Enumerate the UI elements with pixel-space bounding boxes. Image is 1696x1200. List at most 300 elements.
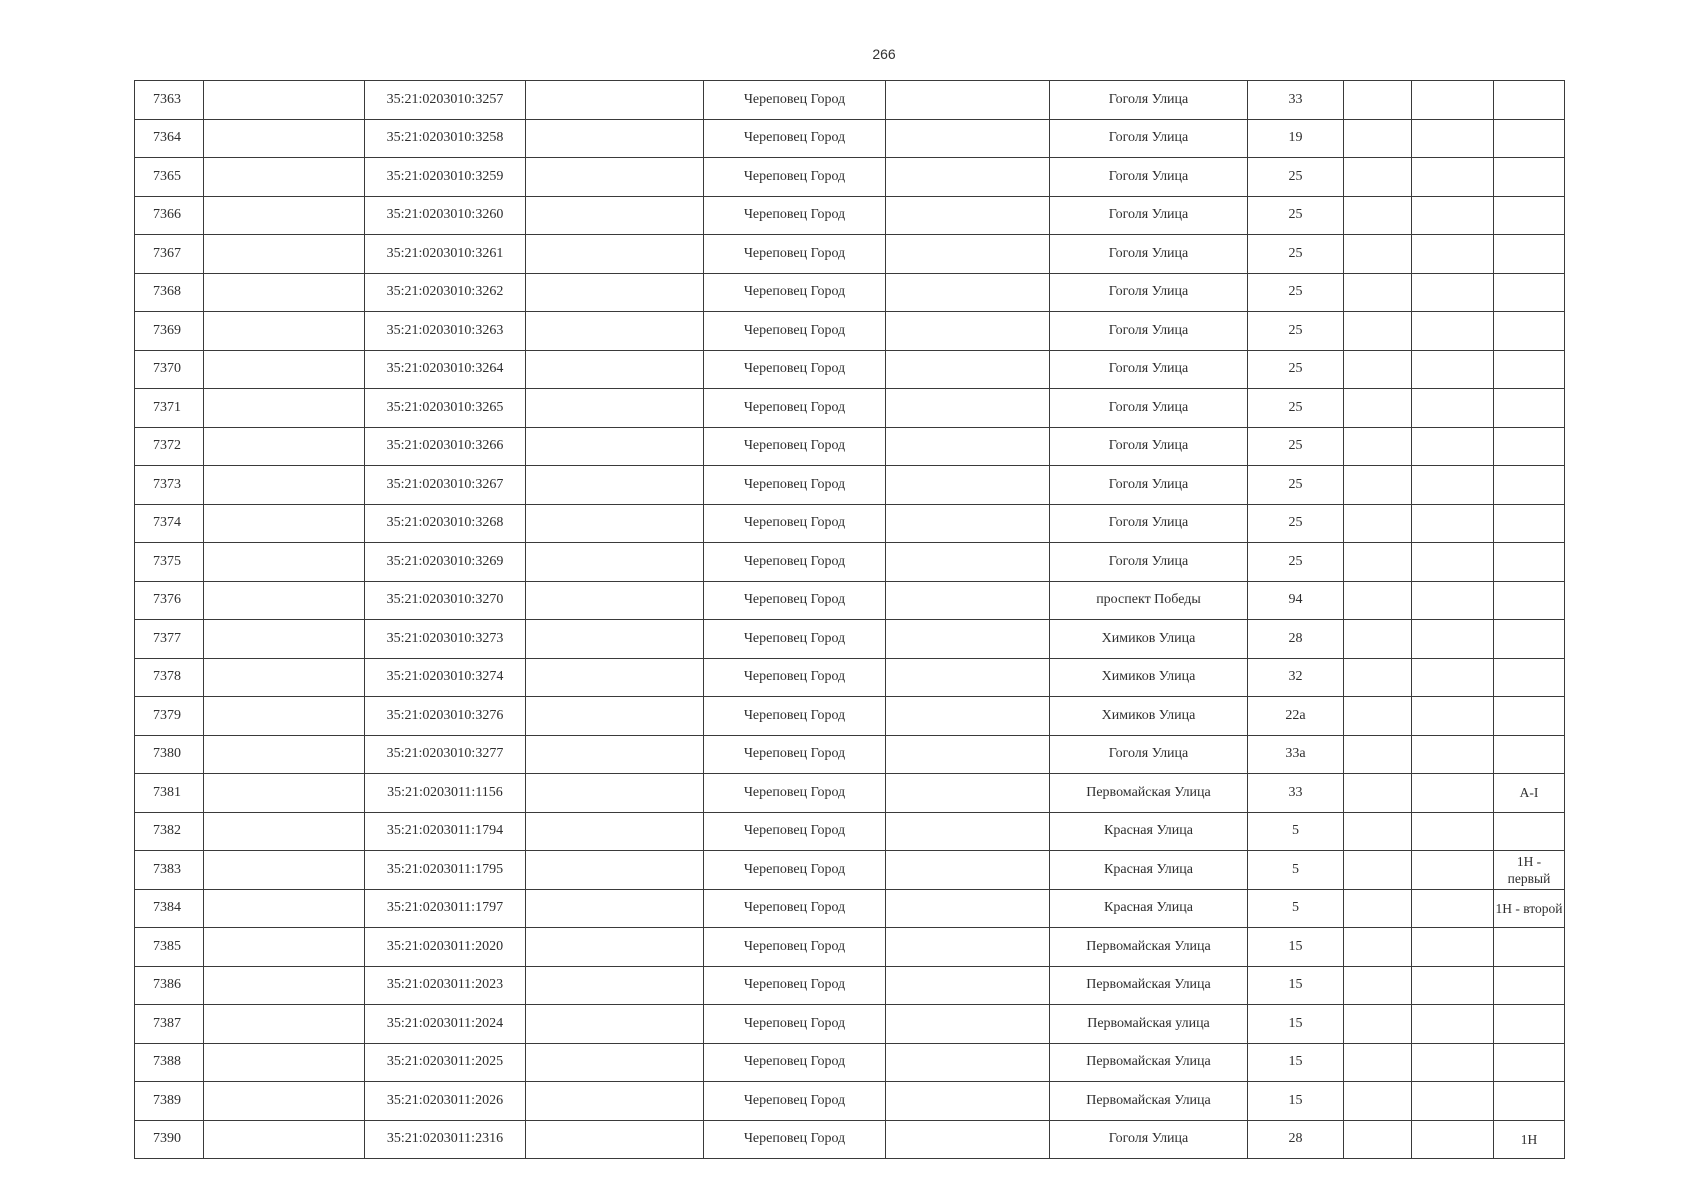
empty-cell	[1344, 158, 1412, 197]
empty-cell	[526, 350, 704, 389]
empty-cell	[526, 389, 704, 428]
city-name: Череповец Город	[704, 774, 886, 813]
cadastral-number: 35:21:0203010:3261	[365, 235, 526, 274]
empty-cell	[886, 273, 1050, 312]
city-name: Череповец Город	[704, 427, 886, 466]
empty-cell	[204, 812, 365, 851]
street-name: Первомайская Улица	[1050, 774, 1248, 813]
cadastral-number: 35:21:0203010:3269	[365, 543, 526, 582]
empty-cell	[1344, 466, 1412, 505]
house-number: 25	[1248, 273, 1344, 312]
empty-cell	[1412, 889, 1494, 928]
row-number: 7376	[135, 581, 204, 620]
empty-cell	[886, 697, 1050, 736]
street-name: Первомайская Улица	[1050, 1082, 1248, 1121]
premises-note	[1494, 620, 1565, 659]
premises-note	[1494, 812, 1565, 851]
empty-cell	[886, 774, 1050, 813]
table-row	[135, 581, 1565, 620]
cadastral-number: 35:21:0203011:1156	[365, 774, 526, 813]
house-number: 28	[1248, 620, 1344, 659]
empty-cell	[886, 928, 1050, 967]
empty-cell	[204, 158, 365, 197]
cadastral-number: 35:21:0203010:3268	[365, 504, 526, 543]
empty-cell	[1344, 581, 1412, 620]
row-number: 7379	[135, 697, 204, 736]
row-number: 7372	[135, 427, 204, 466]
empty-cell	[1412, 812, 1494, 851]
cadastral-number: 35:21:0203010:3267	[365, 466, 526, 505]
empty-cell	[1412, 504, 1494, 543]
empty-cell	[204, 81, 365, 120]
empty-cell	[1412, 81, 1494, 120]
street-name: Химиков Улица	[1050, 620, 1248, 659]
cadastral-number: 35:21:0203010:3259	[365, 158, 526, 197]
empty-cell	[886, 966, 1050, 1005]
empty-cell	[886, 466, 1050, 505]
empty-cell	[526, 427, 704, 466]
row-number: 7385	[135, 928, 204, 967]
cadastral-number: 35:21:0203010:3260	[365, 196, 526, 235]
empty-cell	[526, 466, 704, 505]
empty-cell	[526, 697, 704, 736]
table-row	[135, 1082, 1565, 1121]
table-row	[135, 658, 1565, 697]
premises-note	[1494, 1005, 1565, 1044]
row-number: 7389	[135, 1082, 204, 1121]
premises-note	[1494, 312, 1565, 351]
empty-cell	[1344, 389, 1412, 428]
cadastral-number: 35:21:0203011:2023	[365, 966, 526, 1005]
city-name: Череповец Город	[704, 658, 886, 697]
table-row	[135, 851, 1565, 890]
house-number: 33а	[1248, 735, 1344, 774]
empty-cell	[886, 812, 1050, 851]
premises-note	[1494, 1043, 1565, 1082]
street-name: Гоголя Улица	[1050, 312, 1248, 351]
empty-cell	[204, 928, 365, 967]
register-table	[134, 80, 1565, 1159]
city-name: Череповец Город	[704, 1043, 886, 1082]
empty-cell	[886, 658, 1050, 697]
empty-cell	[1344, 812, 1412, 851]
empty-cell	[1344, 543, 1412, 582]
street-name: Красная Улица	[1050, 889, 1248, 928]
premises-note	[1494, 658, 1565, 697]
street-name: Гоголя Улица	[1050, 235, 1248, 274]
house-number: 25	[1248, 158, 1344, 197]
table-row	[135, 350, 1565, 389]
premises-note	[1494, 81, 1565, 120]
premises-note	[1494, 735, 1565, 774]
city-name: Череповец Город	[704, 119, 886, 158]
empty-cell	[1412, 851, 1494, 890]
cadastral-number: 35:21:0203011:2025	[365, 1043, 526, 1082]
city-name: Череповец Город	[704, 812, 886, 851]
city-name: Череповец Город	[704, 466, 886, 505]
row-number: 7374	[135, 504, 204, 543]
table-row	[135, 697, 1565, 736]
street-name: Гоголя Улица	[1050, 427, 1248, 466]
empty-cell	[1412, 1120, 1494, 1159]
empty-cell	[886, 389, 1050, 428]
empty-cell	[526, 1005, 704, 1044]
row-number: 7369	[135, 312, 204, 351]
empty-cell	[1344, 1120, 1412, 1159]
empty-cell	[1344, 851, 1412, 890]
house-number: 15	[1248, 966, 1344, 1005]
table-row	[135, 196, 1565, 235]
empty-cell	[204, 735, 365, 774]
premises-note: 1Н - первый	[1494, 851, 1565, 890]
house-number: 25	[1248, 389, 1344, 428]
empty-cell	[1344, 928, 1412, 967]
empty-cell	[886, 735, 1050, 774]
street-name: Химиков Улица	[1050, 658, 1248, 697]
empty-cell	[526, 774, 704, 813]
street-name: Гоголя Улица	[1050, 543, 1248, 582]
house-number: 28	[1248, 1120, 1344, 1159]
empty-cell	[1412, 1043, 1494, 1082]
cadastral-number: 35:21:0203010:3277	[365, 735, 526, 774]
empty-cell	[1344, 504, 1412, 543]
row-number: 7377	[135, 620, 204, 659]
city-name: Череповец Город	[704, 196, 886, 235]
street-name: Гоголя Улица	[1050, 119, 1248, 158]
empty-cell	[886, 581, 1050, 620]
city-name: Череповец Город	[704, 312, 886, 351]
empty-cell	[204, 119, 365, 158]
empty-cell	[886, 1043, 1050, 1082]
cadastral-number: 35:21:0203010:3263	[365, 312, 526, 351]
city-name: Череповец Город	[704, 81, 886, 120]
empty-cell	[526, 81, 704, 120]
empty-cell	[1344, 658, 1412, 697]
row-number: 7367	[135, 235, 204, 274]
premises-note: А-I	[1494, 774, 1565, 813]
empty-cell	[1412, 466, 1494, 505]
cadastral-number: 35:21:0203011:2026	[365, 1082, 526, 1121]
city-name: Череповец Город	[704, 504, 886, 543]
empty-cell	[1412, 389, 1494, 428]
street-name: Гоголя Улица	[1050, 735, 1248, 774]
street-name: Химиков Улица	[1050, 697, 1248, 736]
empty-cell	[1412, 196, 1494, 235]
cadastral-number: 35:21:0203010:3266	[365, 427, 526, 466]
city-name: Череповец Город	[704, 735, 886, 774]
house-number: 15	[1248, 1043, 1344, 1082]
empty-cell	[1412, 697, 1494, 736]
table-row	[135, 543, 1565, 582]
row-number: 7363	[135, 81, 204, 120]
empty-cell	[1344, 312, 1412, 351]
empty-cell	[1412, 1082, 1494, 1121]
house-number: 94	[1248, 581, 1344, 620]
city-name: Череповец Город	[704, 273, 886, 312]
empty-cell	[886, 1005, 1050, 1044]
table-row	[135, 273, 1565, 312]
page-number: 266	[872, 46, 896, 62]
empty-cell	[1344, 1043, 1412, 1082]
empty-cell	[1412, 350, 1494, 389]
row-number: 7366	[135, 196, 204, 235]
empty-cell	[1344, 350, 1412, 389]
empty-cell	[1344, 735, 1412, 774]
house-number: 5	[1248, 889, 1344, 928]
table-row	[135, 812, 1565, 851]
table-row	[135, 235, 1565, 274]
empty-cell	[886, 889, 1050, 928]
street-name: Красная Улица	[1050, 851, 1248, 890]
premises-note	[1494, 928, 1565, 967]
table-row	[135, 1005, 1565, 1044]
table-row	[135, 928, 1565, 967]
empty-cell	[204, 389, 365, 428]
empty-cell	[204, 1082, 365, 1121]
street-name: Гоголя Улица	[1050, 466, 1248, 505]
empty-cell	[1412, 427, 1494, 466]
table-row	[135, 504, 1565, 543]
house-number: 25	[1248, 504, 1344, 543]
premises-note	[1494, 581, 1565, 620]
row-number: 7368	[135, 273, 204, 312]
house-number: 32	[1248, 658, 1344, 697]
house-number: 33	[1248, 81, 1344, 120]
empty-cell	[526, 928, 704, 967]
city-name: Череповец Город	[704, 350, 886, 389]
empty-cell	[204, 196, 365, 235]
house-number: 25	[1248, 543, 1344, 582]
empty-cell	[1412, 543, 1494, 582]
row-number: 7380	[135, 735, 204, 774]
city-name: Череповец Город	[704, 543, 886, 582]
row-number: 7375	[135, 543, 204, 582]
empty-cell	[204, 1120, 365, 1159]
empty-cell	[886, 235, 1050, 274]
row-number: 7384	[135, 889, 204, 928]
empty-cell	[1344, 1005, 1412, 1044]
empty-cell	[526, 889, 704, 928]
empty-cell	[1412, 312, 1494, 351]
empty-cell	[886, 1082, 1050, 1121]
empty-cell	[1344, 697, 1412, 736]
empty-cell	[1412, 273, 1494, 312]
premises-note	[1494, 504, 1565, 543]
empty-cell	[886, 81, 1050, 120]
cadastral-number: 35:21:0203011:1797	[365, 889, 526, 928]
street-name: Гоголя Улица	[1050, 158, 1248, 197]
empty-cell	[204, 966, 365, 1005]
house-number: 25	[1248, 312, 1344, 351]
city-name: Череповец Город	[704, 966, 886, 1005]
premises-note: 1Н - второй	[1494, 889, 1565, 928]
street-name: Первомайская Улица	[1050, 966, 1248, 1005]
empty-cell	[1412, 735, 1494, 774]
house-number: 15	[1248, 928, 1344, 967]
street-name: Гоголя Улица	[1050, 389, 1248, 428]
cadastral-number: 35:21:0203011:2020	[365, 928, 526, 967]
empty-cell	[886, 620, 1050, 659]
premises-note	[1494, 196, 1565, 235]
empty-cell	[1344, 196, 1412, 235]
empty-cell	[526, 196, 704, 235]
street-name: Красная Улица	[1050, 812, 1248, 851]
empty-cell	[204, 1043, 365, 1082]
empty-cell	[1412, 620, 1494, 659]
empty-cell	[1412, 235, 1494, 274]
row-number: 7381	[135, 774, 204, 813]
table-row	[135, 966, 1565, 1005]
house-number: 25	[1248, 235, 1344, 274]
row-number: 7386	[135, 966, 204, 1005]
street-name: Первомайская Улица	[1050, 928, 1248, 967]
cadastral-number: 35:21:0203010:3276	[365, 697, 526, 736]
empty-cell	[526, 851, 704, 890]
premises-note	[1494, 543, 1565, 582]
premises-note	[1494, 1082, 1565, 1121]
cadastral-number: 35:21:0203010:3264	[365, 350, 526, 389]
empty-cell	[526, 273, 704, 312]
premises-note	[1494, 158, 1565, 197]
empty-cell	[1412, 158, 1494, 197]
empty-cell	[526, 658, 704, 697]
table-row	[135, 389, 1565, 428]
empty-cell	[1412, 119, 1494, 158]
empty-cell	[1344, 273, 1412, 312]
house-number: 25	[1248, 427, 1344, 466]
street-name: Гоголя Улица	[1050, 196, 1248, 235]
premises-note	[1494, 697, 1565, 736]
empty-cell	[1412, 581, 1494, 620]
empty-cell	[1412, 774, 1494, 813]
empty-cell	[886, 119, 1050, 158]
city-name: Череповец Город	[704, 1120, 886, 1159]
empty-cell	[204, 466, 365, 505]
row-number: 7387	[135, 1005, 204, 1044]
row-number: 7365	[135, 158, 204, 197]
cadastral-number: 35:21:0203010:3258	[365, 119, 526, 158]
premises-note: 1Н	[1494, 1120, 1565, 1159]
empty-cell	[526, 1082, 704, 1121]
empty-cell	[526, 581, 704, 620]
empty-cell	[204, 1005, 365, 1044]
row-number: 7383	[135, 851, 204, 890]
empty-cell	[204, 697, 365, 736]
cadastral-number: 35:21:0203010:3273	[365, 620, 526, 659]
empty-cell	[526, 1120, 704, 1159]
empty-cell	[204, 350, 365, 389]
city-name: Череповец Город	[704, 928, 886, 967]
cadastral-number: 35:21:0203010:3257	[365, 81, 526, 120]
empty-cell	[1344, 119, 1412, 158]
empty-cell	[526, 158, 704, 197]
house-number: 25	[1248, 196, 1344, 235]
cadastral-number: 35:21:0203011:2316	[365, 1120, 526, 1159]
empty-cell	[204, 273, 365, 312]
empty-cell	[204, 235, 365, 274]
empty-cell	[1412, 928, 1494, 967]
table-row	[135, 889, 1565, 928]
register-body	[135, 81, 1565, 1159]
empty-cell	[1344, 889, 1412, 928]
empty-cell	[1412, 658, 1494, 697]
table-row	[135, 735, 1565, 774]
empty-cell	[526, 735, 704, 774]
cadastral-number: 35:21:0203011:2024	[365, 1005, 526, 1044]
row-number: 7390	[135, 1120, 204, 1159]
empty-cell	[526, 119, 704, 158]
empty-cell	[886, 851, 1050, 890]
city-name: Череповец Город	[704, 1082, 886, 1121]
premises-note	[1494, 466, 1565, 505]
row-number: 7370	[135, 350, 204, 389]
city-name: Череповец Город	[704, 581, 886, 620]
table-row	[135, 119, 1565, 158]
empty-cell	[886, 504, 1050, 543]
premises-note	[1494, 966, 1565, 1005]
house-number: 25	[1248, 466, 1344, 505]
empty-cell	[1344, 81, 1412, 120]
empty-cell	[526, 620, 704, 659]
empty-cell	[526, 812, 704, 851]
table-row	[135, 1043, 1565, 1082]
city-name: Череповец Город	[704, 620, 886, 659]
empty-cell	[204, 427, 365, 466]
table-row	[135, 312, 1565, 351]
empty-cell	[1412, 1005, 1494, 1044]
house-number: 22а	[1248, 697, 1344, 736]
house-number: 15	[1248, 1082, 1344, 1121]
empty-cell	[204, 312, 365, 351]
city-name: Череповец Город	[704, 889, 886, 928]
house-number: 19	[1248, 119, 1344, 158]
cadastral-number: 35:21:0203010:3265	[365, 389, 526, 428]
empty-cell	[526, 235, 704, 274]
empty-cell	[1344, 1082, 1412, 1121]
house-number: 33	[1248, 774, 1344, 813]
empty-cell	[526, 1043, 704, 1082]
empty-cell	[886, 427, 1050, 466]
city-name: Череповец Город	[704, 697, 886, 736]
city-name: Череповец Город	[704, 1005, 886, 1044]
empty-cell	[1344, 235, 1412, 274]
row-number: 7364	[135, 119, 204, 158]
row-number: 7371	[135, 389, 204, 428]
empty-cell	[204, 543, 365, 582]
empty-cell	[886, 543, 1050, 582]
empty-cell	[204, 658, 365, 697]
empty-cell	[204, 889, 365, 928]
table-row	[135, 466, 1565, 505]
street-name: Гоголя Улица	[1050, 504, 1248, 543]
empty-cell	[204, 851, 365, 890]
empty-cell	[526, 312, 704, 351]
empty-cell	[886, 1120, 1050, 1159]
premises-note	[1494, 427, 1565, 466]
cadastral-number: 35:21:0203011:1795	[365, 851, 526, 890]
empty-cell	[1344, 774, 1412, 813]
row-number: 7378	[135, 658, 204, 697]
empty-cell	[886, 350, 1050, 389]
premises-note	[1494, 350, 1565, 389]
empty-cell	[886, 312, 1050, 351]
cadastral-number: 35:21:0203010:3270	[365, 581, 526, 620]
empty-cell	[204, 620, 365, 659]
house-number: 5	[1248, 851, 1344, 890]
street-name: Гоголя Улица	[1050, 350, 1248, 389]
row-number: 7388	[135, 1043, 204, 1082]
premises-note	[1494, 389, 1565, 428]
